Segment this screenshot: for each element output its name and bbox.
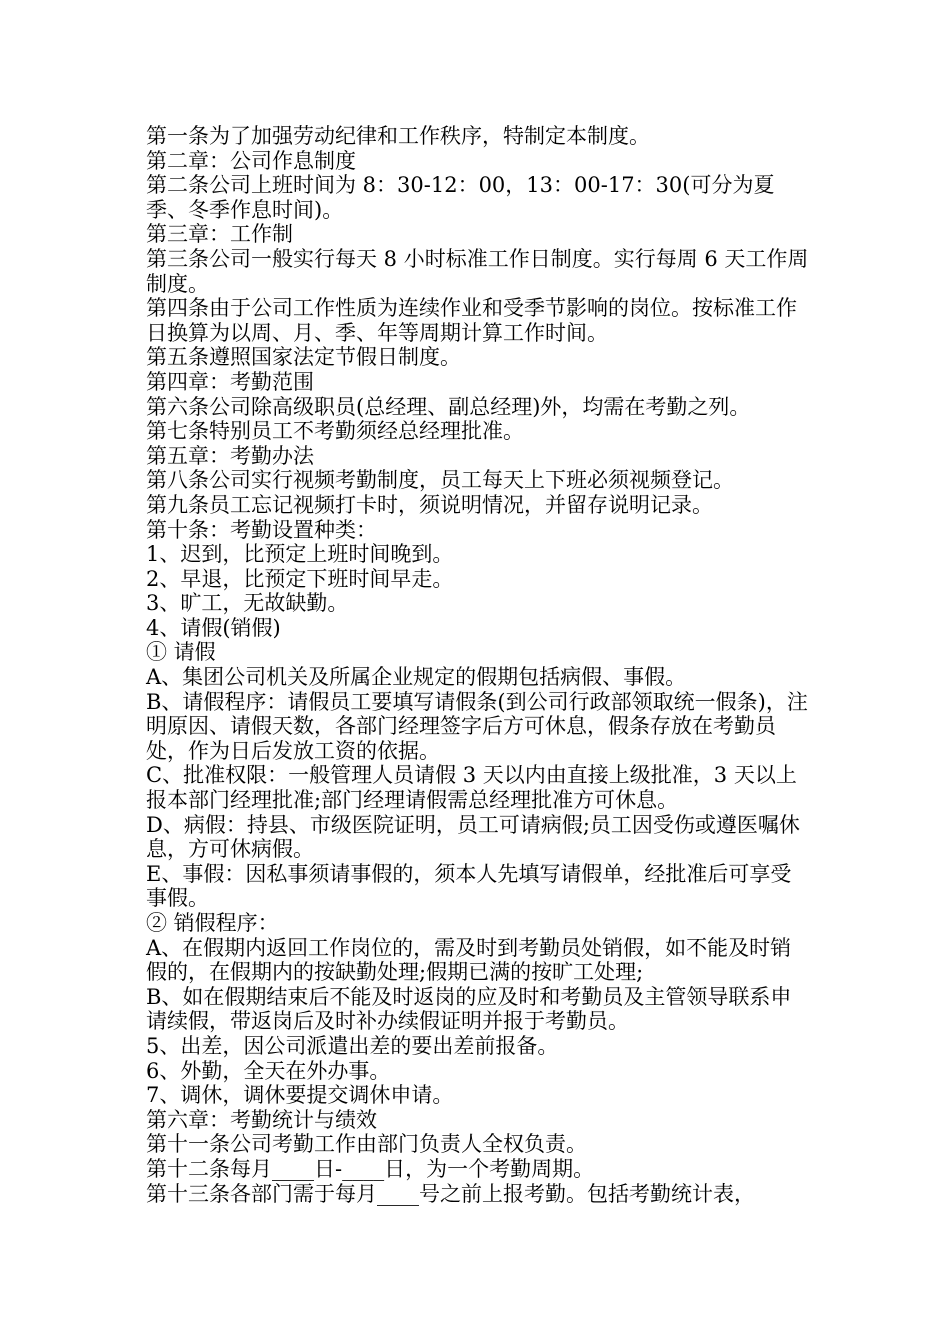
subsection-leave-request: ① 请假: [146, 640, 216, 665]
subsection-leave-cancel: ② 销假程序：: [146, 911, 279, 935]
leave-clause-e: E、事假：因私事须请事假的，须本人先填写请假单，经批准后可享受事假。: [146, 861, 792, 911]
article-13: 第十三条各部门需于每月____号之前上报考勤。包括考勤统计表，: [146, 1181, 755, 1206]
leave-clause-a: A、集团公司机关及所属企业规定的假期包括病假、事假。: [146, 665, 687, 690]
list-item-absence: 3、旷工，无故缺勤。: [146, 591, 349, 616]
list-item-business-trip: 5、出差，因公司派遣出差的要出差前报备。: [146, 1033, 559, 1058]
article-7: 第七条特别员工不考勤须经总经理批准。: [146, 419, 524, 444]
article-4: 第四条由于公司工作性质为连续作业和受季节影响的岗位。按标准工作日换算为以周、月、季、年等周期计算工作时间。: [146, 296, 797, 345]
chapter-5-heading: 第五章：考勤办法: [146, 443, 314, 468]
leave-clause-c: C、批准权限：一般管理人员请假 3 天以内由直接上级批准，3 天以上报本部门经理批准;部门经理请假需总经理批准方可休息。: [146, 763, 797, 813]
list-item-compensatory-leave: 7、调休，调休要提交调休申请。: [146, 1083, 454, 1108]
leave-clause-b: B、请假程序：请假员工要填写请假条(到公司行政部领取统一假条)，注明原因、请假天数，各部门经理签字后方可休息，假条存放在考勤员处，作为日后发放工资的依据。: [146, 689, 808, 763]
chapter-6-heading: 第六章：考勤统计与绩效: [146, 1107, 377, 1132]
article-6: 第六条公司除高级职员(总经理、副总经理)外，均需在考勤之列。: [146, 394, 751, 419]
leave-clause-d: D、病假：持县、市级医院证明，员工可请病假;员工因受伤或遵医嘱休息，方可休病假。: [146, 812, 800, 862]
document-body: [146, 124, 811, 1206]
article-8: 第八条公司实行视频考勤制度，员工每天上下班必须视频登记。: [146, 468, 734, 493]
list-item-field-work: 6、外勤，全天在外办事。: [146, 1058, 391, 1083]
article-9: 第九条员工忘记视频打卡时，须说明情况，并留存说明记录。: [146, 492, 713, 517]
chapter-2-heading: 第二章：公司作息制度: [146, 148, 356, 173]
article-5: 第五条遵照国家法定节假日制度。: [146, 345, 461, 370]
article-12: 第十二条每月____日-____日，为一个考勤周期。: [146, 1156, 595, 1181]
article-11: 第十一条公司考勤工作由部门负责人全权负责。: [146, 1132, 587, 1157]
article-3: 第三条公司一般实行每天 8 小时标准工作日制度。实行每周 6 天工作周制度。: [146, 246, 809, 296]
cancel-clause-a: A、在假期内返回工作岗位的，需及时到考勤员处销假，如不能及时销假的，在假期内的按缺勤处理;假期已满的按旷工处理;: [146, 935, 792, 985]
list-item-late: 1、迟到，比预定上班时间晚到。: [146, 542, 454, 567]
chapter-3-heading: 第三章：工作制: [146, 222, 293, 247]
list-item-early-leave: 2、早退，比预定下班时间早走。: [146, 566, 454, 591]
list-item-leave: 4、请假(销假): [146, 615, 281, 640]
article-1: 第一条为了加强劳动纪律和工作秩序，特制定本制度。: [146, 124, 650, 148]
cancel-clause-b: B、如在假期结束后不能及时返岗的应及时和考勤员及主管领导联系申请续假，带返岗后及时补办续假证明并报于考勤员。: [146, 984, 792, 1034]
chapter-4-heading: 第四章：考勤范围: [146, 369, 314, 394]
article-10: 第十条：考勤设置种类：: [146, 517, 377, 542]
article-2: 第二条公司上班时间为 8：30-12：00，13：00-17：30(可分为夏季、冬季作息时间)。: [146, 173, 775, 222]
